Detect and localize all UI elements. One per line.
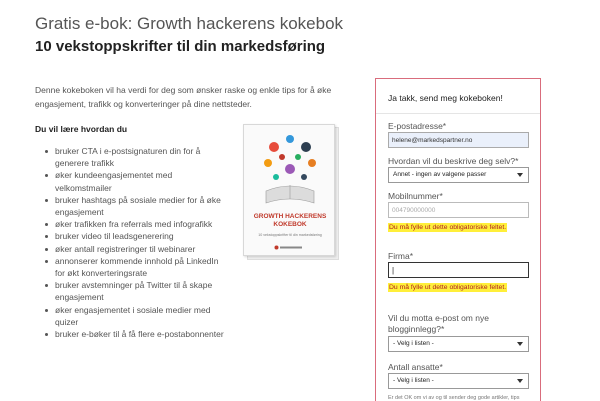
chevron-down-icon — [517, 173, 523, 177]
email-field[interactable] — [388, 132, 529, 148]
page-subtitle: 10 vekstoppskrifter til din markedsføring — [35, 38, 326, 55]
ebook-title: GROWTH HACKERENS KOKEBOK — [253, 213, 327, 228]
ebook-subtitle: 10 vekstoppskrifter til din markedsføring — [258, 233, 322, 237]
describe-selected-value: Annet - ingen av valgene passer — [393, 171, 487, 178]
employees-label: Antall ansatte* — [388, 362, 443, 372]
ebook-cover-front — [243, 124, 335, 256]
list-item: øker engasjementet i sosiale medier med quizer — [44, 304, 229, 328]
page-title: Gratis e-bok: Growth hackerens kokebok — [35, 14, 344, 33]
chevron-down-icon — [517, 342, 523, 346]
describe-label: Hvordan vil du beskrive deg selv?* — [388, 156, 519, 166]
cookbook-illustration-icon — [244, 125, 336, 213]
download-form — [375, 78, 541, 401]
describe-select[interactable] — [388, 167, 529, 183]
list-item: annonserer kommende innhold på LinkedIn for økt konverteringsrate — [44, 255, 229, 279]
learn-list — [44, 145, 229, 340]
chevron-down-icon — [517, 379, 523, 383]
ebook-cover — [243, 124, 339, 260]
mobile-field[interactable] — [388, 202, 529, 218]
list-item: bruker avstemninger på Twitter til å skape engasjement — [44, 279, 229, 303]
list-item: øker trafikken fra referrals med infografikk — [44, 218, 229, 230]
mobile-label: Mobilnummer* — [388, 191, 443, 201]
company-field[interactable] — [388, 262, 529, 278]
form-heading: Ja takk, send meg kokeboken! — [388, 93, 503, 103]
list-item: øker antall registreringer til webinarer — [44, 243, 229, 255]
company-label: Firma* — [388, 251, 414, 261]
list-item: øker kundeengasjementet med velkomstmailer — [44, 169, 229, 193]
list-item: bruker video til leadsgenerering — [44, 230, 229, 242]
list-item: bruker CTA i e-postsignaturen din for å generere trafikk — [44, 145, 229, 169]
email-label: E-postadresse* — [388, 121, 447, 131]
blog-select[interactable] — [388, 336, 529, 352]
list-item: bruker e-bøker til å få flere e-postabonnenter — [44, 328, 229, 340]
publisher-logo-icon — [274, 245, 306, 250]
employees-selected-value: - Velg i listen - — [393, 377, 434, 384]
blog-label: Vil du motta e-post om nye blogginnlegg?* — [388, 313, 489, 334]
employees-select[interactable] — [388, 373, 529, 389]
mobile-error: Du må fylle ut dette obligatoriske feltet. — [389, 224, 507, 231]
company-error: Du må fylle ut dette obligatoriske feltet. — [389, 284, 507, 291]
learn-heading: Du vil lære hvordan du — [35, 124, 128, 134]
consent-fineprint: Er det OK om vi av og til sender deg gode artikler, tips — [388, 395, 520, 401]
form-divider — [376, 113, 540, 114]
intro-text: Denne kokeboken vil ha verdi for deg som ønsker raske og enkle tips for å øke engasjement, trafikk og konverteringer på dine nettsteder. — [35, 85, 332, 109]
blog-selected-value: - Velg i listen - — [393, 340, 434, 347]
text-cursor: | — [392, 266, 395, 275]
list-item: bruker hashtags på sosiale medier for å øke engasjement — [44, 194, 229, 218]
